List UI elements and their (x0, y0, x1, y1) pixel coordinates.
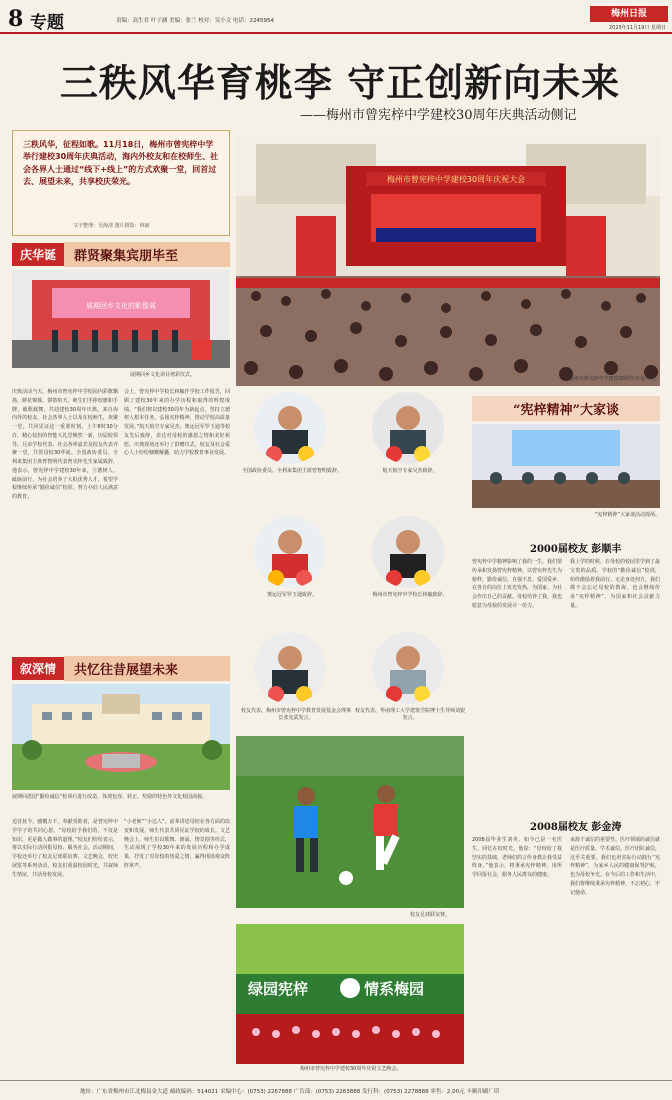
portrait-6 (372, 632, 444, 704)
banner-tag: 叙深情 (12, 657, 64, 680)
page-header (0, 0, 672, 34)
article-column-5: 曾宪梓中学精神影响了我的一生。我们要传承和发扬曾宪梓精神，以曾宪梓先生为榜样，勤俭诚信、自强不息、爱国爱乡，在各自的岗位上发光发热，为国家、为社会作出自己的贡献。母校培养了我，我也愿意为母校的发展尽一份力。 (472, 559, 562, 609)
article-column-4: “小老师”“小达人”，前辈讲述母校在各方面的改变和发展，师生代表共同见证学校的成长。文艺晚会上，师生们以歌舞、朗诵、情景剧等形式，生动展现了学校30年来的发展历程和办学成果，抒发了对母校的热爱之情，赢得现场观众阵阵掌声。 (124, 819, 230, 869)
forum-caption: “宪梓精神”大家谈活动现场。 (594, 512, 660, 518)
ceremony-photo (236, 136, 660, 386)
banner-tag: 庆华诞 (12, 243, 64, 266)
banner-text: “宪梓精神”大家谈 (472, 396, 660, 421)
intro-text: 三秩风华，征程如歌。11月18日，梅州市曾宪梓中学举行建校30周年庆典活动，海内外校友和在校师生、社会各界人士通过“线下+线上”的方式欢聚一堂，回首过去、展望未来，共享校庆荣光。 (23, 140, 219, 187)
exhibit-caption: 展期回乡文化项目剪彩仪式。 (130, 372, 196, 378)
football-caption: 校友足球联谊赛。 (410, 912, 451, 918)
byline: 文字整理：吴海清 图片摄影：林丽 (73, 223, 150, 229)
article-column-7: 2008届毕业生刘英，如今已是一名医生。回忆在校时光，他说：“母校给了我坚实的基础，老师们的言传身教让我受益终身。”他表示，将秉承宪梓精神，用所学回报社会，服务人民群众的健康。 (472, 837, 562, 878)
page-number: 8 (8, 6, 24, 32)
portrait-caption-2: 航天航空专家吴杰致辞。 (382, 468, 438, 474)
banner-text: 群贤聚集宾朋毕至 (64, 242, 230, 267)
article-column-3: 追昔抚今，感慨万千。奉献受助者，是曾宪梓中学学子的共同心愿。“母校给予我们的，不仅是知识，更是做人做事的道理。”校友们纷纷表示，将以实际行动回报母校、服务社会。活动期间，学校还举行了校友足球联谊赛、文艺晚会、校史展览等系列活动，校友们重温校园时光，共叙师生情谊，共话母校发展。 (12, 819, 118, 878)
portrait-4 (372, 516, 444, 588)
editor-credits: 责编：高生君 叶子涵 美编：张兰 校对：吴小文 电话：2245954 (116, 18, 274, 24)
article-column-6: 我上学的时候，在母校的校园里学到了最宝贵的品质。学校的“勤俭诚信”校训，始终激励着我前行。无论身处何方，我们都不会忘记母校的教诲，也会继续传承“宪梓精神”，为国家和社会贡献力量。 (570, 559, 660, 609)
paper-logo: 梅州日报 (590, 6, 668, 22)
section-name: 专题 (30, 13, 64, 33)
exhibit-sign: 展期回乡文化的影像展 (86, 302, 156, 310)
alumni-heading-2: 2008届校友 彭金涛 (530, 822, 622, 833)
portrait-1 (254, 392, 326, 464)
article-column-8: 来源于诚信的重要性。医疗领域的诚信就是医疗质量、学术诚信。医疗团队诚信，这至关重要。我们也用实际行动践行“宪梓精神”，为家乡人民的健康保驾护航，也为母校争光。在今后的工作和生活中，我们将继续秉承宪梓精神，不忘初心，牢记使命。 (570, 837, 660, 896)
football-photo (236, 736, 464, 908)
portrait-3 (254, 516, 326, 588)
article-column-2: 会上，曾宪梓中学校长林毓作学校工作报告，回顾了建校30年来的办学历程和取得的辉煌成绩。“我们将以建校30周年为新起点，坚持立德树人根本任务，弘扬宪梓精神，推动学校高质量发展。”航天航空专家吴杰、奥运冠军罗玉通等校友先后致辞，表达对母校的感恩之情和美好祝愿。庆典现场还举行了捐赠仪式，校友及社会爱心人士纷纷慷慨解囊，助力学校教育事业发展。 (124, 389, 230, 457)
exhibit-photo (12, 270, 230, 368)
alumni-heading-1: 2000届校友 彭顺丰 (530, 544, 622, 555)
ceremony-caption: 梅州市曾宪梓中学建校30周年庆祝大会。 (568, 376, 660, 382)
sub-headline: ——梅州市曾宪梓中学建校30周年庆典活动侧记 (300, 108, 577, 123)
banner-text: 共忆往昔展望未来 (64, 656, 230, 681)
stage-banner: 梅州市曾宪梓中学建校30周年庆祝大会 (386, 175, 526, 184)
portrait-caption-6: 校友代表、华南理工大学建筑学院博士生导师刘银发言。 (354, 708, 465, 721)
article-column-1: 庆典活动当天，梅州市曾宪梓中学校园内彩旗飘扬、鲜花锦簇、锣鼓喧天，师生们手捧校旗和手牌，载歌载舞，共迎建校30周年庆典。来自海内外的校友、社会各界人士以及在校师生，欢聚一堂，共同见证这一重要时刻。上午8时30分许，精心装扮的智能大礼堂焕然一新，历届校领导、兄弟学校代表、社会各界嘉宾及校友代表齐聚一堂，共贺母校30华诞。全国政协委员、全利来集团主席曾智明代表曾宪梓先生家属致辞，他表示，曾宪梓中学建校30年来，立德树人、砥砺前行，为社会培养了大批优秀人才，希望学校继续传承“勤俭诚信”校训，努力办好人民满意的教育。 (12, 389, 118, 500)
portrait-caption-5: 校友代表、梅州市曾宪梓中学教育发展基金会理事长张宪武发言。 (240, 708, 351, 721)
section-banner-forum (472, 396, 660, 420)
headline: 三秩风华育桃李 守正创新向未来 (59, 60, 621, 105)
portrait-5 (254, 632, 326, 704)
campus-photo (12, 684, 230, 790)
intro-box (12, 130, 230, 236)
forum-photo (472, 424, 660, 508)
section-banner-celebration (12, 242, 230, 266)
page-footer: 地址：广东省梅州市江北梅县金大道 邮政编码：514021 采编中心：(0753) 2267888 广告部：(0753) 2263888 发行科：(0753) 2278888 零售：2.00元 丰顺印刷厂印 (0, 1080, 672, 1100)
portrait-caption-1: 全国政协委员、全利来集团主席曾智明致辞。 (241, 468, 342, 474)
portrait-caption-3: 奥运冠军罗玉通致辞。 (266, 592, 317, 598)
portrait-caption-4: 梅州市曾宪梓中学校长林毓致辞。 (372, 592, 448, 598)
portrait-2 (372, 392, 444, 464)
art-show-caption: 梅州市曾宪梓中学建校30周年庆祝文艺晚会。 (300, 1066, 402, 1072)
section-banner-memories (12, 656, 230, 680)
slogan-right: 情系梅园 (364, 980, 425, 998)
art-show-photo (236, 924, 464, 1064)
slogan-left: 绿园宪梓 (248, 980, 309, 998)
issue-date: 2023年11月19日 星期日 (608, 25, 666, 31)
campus-caption: 展期回恩园“勤俭诚信”校训石进行改造，体现包容、转正、奖励的特色外文化校园面貌。 (12, 794, 208, 800)
